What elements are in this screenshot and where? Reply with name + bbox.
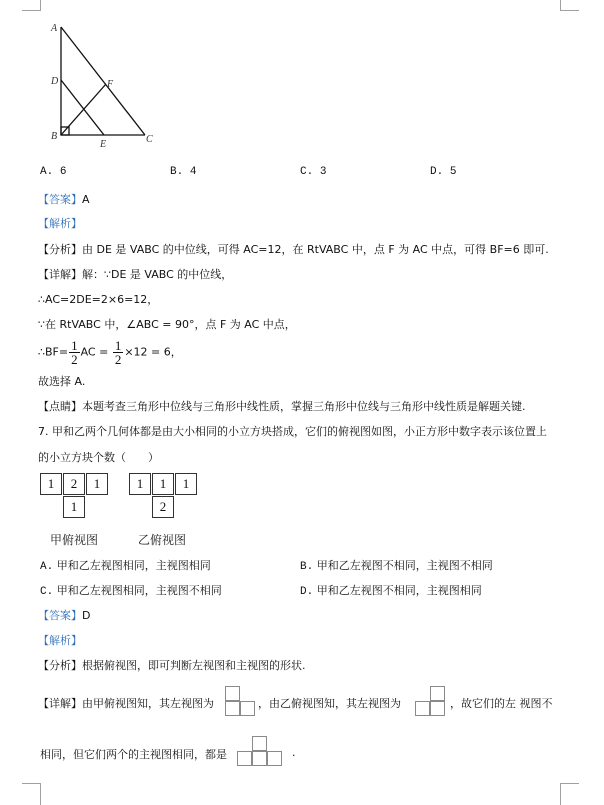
q6-dianjing: 【点睛】本题考查三角形中位线与三角形中线性质，掌握三角形中位线与三角形中线性质是解题关键. — [38, 400, 526, 413]
front-view-figure — [237, 736, 284, 768]
yi-left-view-figure — [415, 686, 447, 718]
label-F: F — [107, 79, 114, 90]
q7-xiangjie-part3: ，故它们的左 视图不 — [450, 697, 553, 710]
answer-value: A — [82, 193, 90, 206]
q7-stem-line1: 7. 甲和乙两个几何体都是由大小相同的小立方块搭成，它们的俯视图如图，小正方形中数字表示该位置上 — [38, 425, 547, 438]
q6-line4: ∴BF= $\frac{1}{2}$ AC = $\frac{1}{2}$ ×12 = 6， — [38, 338, 182, 367]
label-D: D — [51, 76, 59, 87]
q6-line3: ∵在 RtVABC 中，∠ABC = 90°，点 F 为 AC 中点， — [38, 318, 296, 331]
q6-fenxi: 【分析】由 DE 是 VABC 的中位线，可得 AC=12，在 RtVABC 中，点 F 为 AC 中点，可得 BF=6 即可. — [38, 243, 549, 256]
q7-fenxi: 【分析】根据俯视图，即可判断左视图和主视图的形状. — [38, 659, 306, 672]
corner-mark-bottom-left — [22, 783, 41, 805]
q6-option-b: B. 4 — [170, 166, 197, 178]
answer-label: 【答案】 — [38, 609, 82, 622]
q7-option-c: C. 甲和乙左视图相同，主视图不相同 — [40, 584, 222, 598]
jia-left-view-figure — [225, 686, 257, 718]
label-E: E — [100, 139, 107, 148]
corner-mark-bottom-right — [560, 783, 579, 805]
q7-xiangjie-end: . — [292, 746, 296, 759]
answer-value: D — [82, 609, 91, 622]
q6-option-c: C. 3 — [300, 166, 327, 178]
q7-answer — [38, 607, 90, 623]
q7-option-a: A. 甲和乙左视图相同，主视图相同 — [40, 559, 211, 573]
q7-xiangjie-part2: ，由乙俯视图知，其左视图为 — [258, 697, 401, 710]
q6-analysis-label: 【解析】 — [38, 217, 82, 230]
q7-stem-line2: 的小立方块个数（ ） — [38, 451, 159, 464]
corner-mark-top-left — [22, 0, 41, 11]
answer-label: 【答案】 — [38, 193, 82, 206]
q7-option-d: D. 甲和乙左视图不相同，主视图相同 — [300, 584, 482, 598]
q6-line2: ∴AC=2DE=2×6=12， — [38, 293, 159, 306]
q7-xiangjie-label: 【详解】由甲俯视图知，其左视图为 — [38, 697, 214, 710]
q7-xiangjie-line2: 相同，但它们两个的主视图相同，都是 — [40, 748, 227, 761]
q6-xiangjie: 【详解】解：∵DE 是 VABC 的中位线， — [38, 268, 233, 281]
q7-option-b: B. 甲和乙左视图不相同，主视图不相同 — [300, 559, 493, 573]
label-C: C — [146, 134, 153, 145]
q6-answer — [38, 191, 90, 207]
yi-caption: 乙俯视图 — [138, 533, 187, 547]
label-A: A — [51, 23, 58, 34]
q6-option-d: D. 5 — [430, 166, 457, 178]
q6-option-a: A. 6 — [40, 166, 67, 178]
q6-line5: 故选择 A. — [38, 375, 86, 388]
label-B: B — [51, 131, 58, 142]
q7-analysis-label: 【解析】 — [38, 634, 82, 647]
jia-caption: 甲俯视图 — [50, 533, 99, 547]
corner-mark-top-right — [560, 0, 579, 11]
fraction-half: $\frac{1}{2}$ — [114, 338, 122, 367]
triangle-figure — [44, 18, 164, 148]
fraction-half: $\frac{1}{2}$ — [71, 338, 78, 367]
